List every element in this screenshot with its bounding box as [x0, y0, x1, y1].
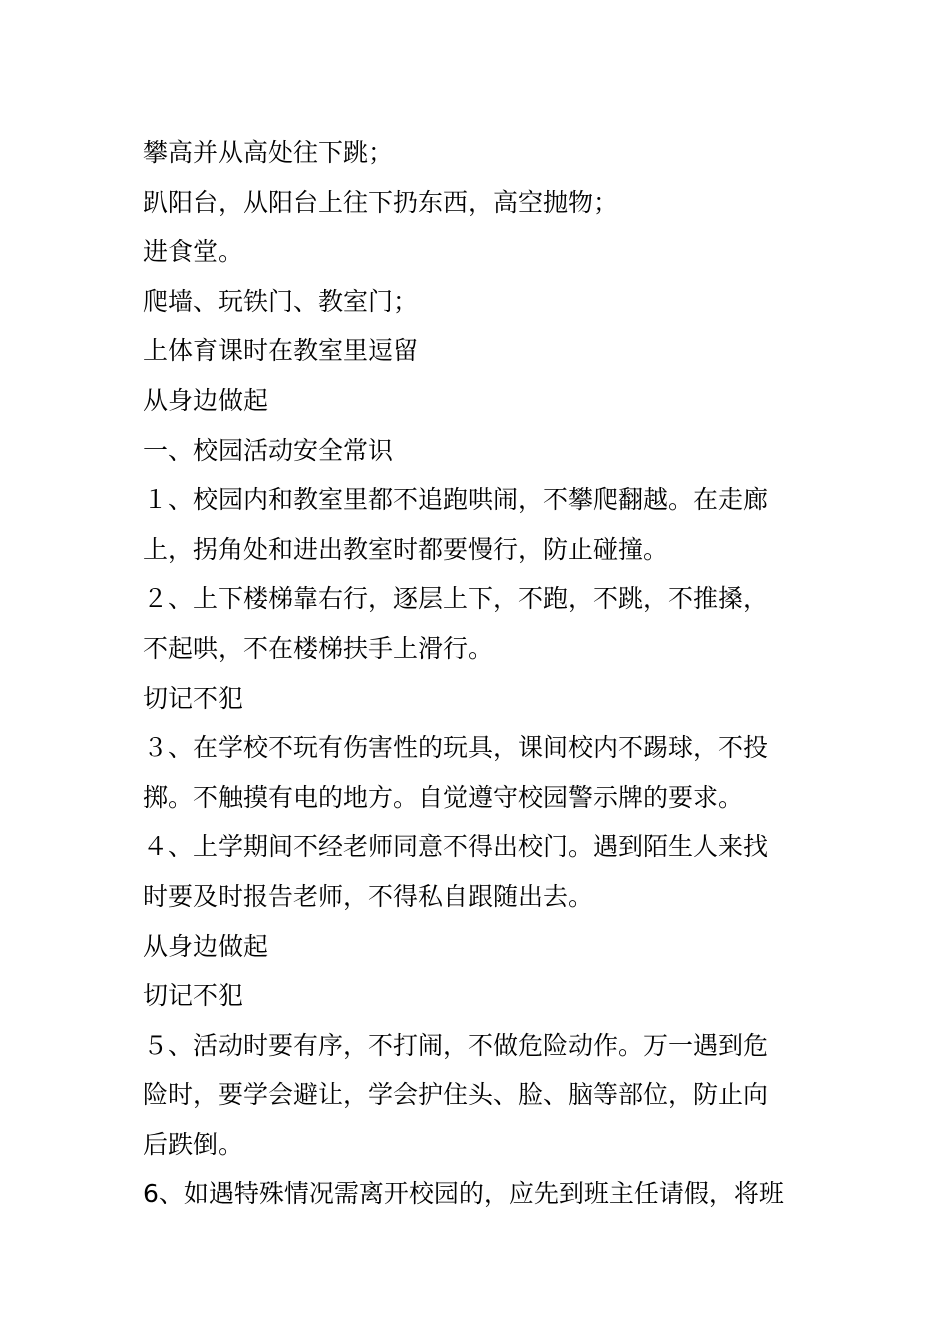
section-heading: 一、校园活动安全常识 [143, 435, 394, 465]
text-line: 上体育课时在教室里逗留 [143, 336, 419, 366]
text-line: ３、在学校不玩有伤害性的玩具，课间校内不踢球，不投 [143, 733, 769, 763]
text-line: 后跌倒。 [143, 1129, 244, 1159]
text-line: ２、上下楼梯靠右行，逐层上下，不跑，不跳，不推搡， [143, 584, 769, 614]
section-heading: 从身边做起 [143, 931, 269, 961]
text-line: １、校园内和教室里都不追跑哄闹，不攀爬翻越。在走廊 [143, 485, 769, 515]
text-line: 险时，要学会避让，学会护住头、脸、脑等部位，防止向 [143, 1080, 769, 1110]
text-line: 爬墙、玩铁门、教室门； [143, 286, 419, 316]
section-heading: 切记不犯 [143, 683, 244, 713]
document-body [143, 128, 813, 1219]
text-line: 时要及时报告老师，不得私自跟随出去。 [143, 881, 594, 911]
text-line: 不起哄，不在楼梯扶手上滑行。 [143, 633, 494, 663]
section-heading: 从身边做起 [143, 385, 269, 415]
text-line: ５、活动时要有序，不打闹，不做危险动作。万一遇到危 [143, 1030, 769, 1060]
section-heading: 切记不犯 [143, 981, 244, 1011]
text-line: 攀高并从高处往下跳； [143, 138, 394, 167]
text-line: ４、上学期间不经老师同意不得出校门。遇到陌生人来找 [143, 832, 769, 862]
text-line: 上，拐角处和进出教室时都要慢行，防止碰撞。 [143, 534, 669, 564]
text-line: 趴阳台，从阳台上往下扔东西，高空抛物； [143, 187, 619, 217]
text-line: 进食堂。 [143, 237, 244, 267]
text-line: 6、如遇特殊情况需离开校园的，应先到班主任请假，将班 [143, 1179, 784, 1209]
text-line: 掷。不触摸有电的地方。自觉遵守校园警示牌的要求。 [143, 782, 744, 812]
